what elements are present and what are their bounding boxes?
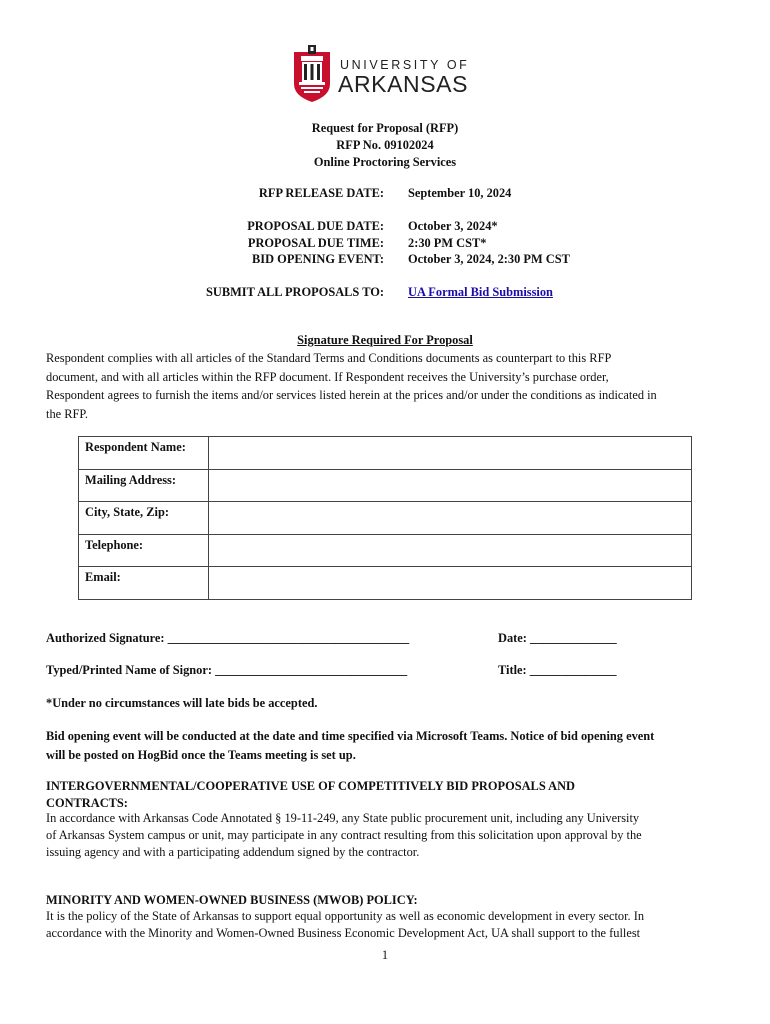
- respondent-name-field[interactable]: [209, 437, 692, 470]
- rfp-number: RFP No. 09102024: [336, 138, 434, 152]
- body-line: It is the policy of the State of Arkansas to support equal opportunity as well as economic development in every sector. In: [46, 909, 645, 923]
- due-date-label: PROPOSAL DUE DATE:: [247, 219, 384, 233]
- typed-name-line[interactable]: Typed/Printed Name of Signor: _______________________________: [46, 663, 408, 677]
- release-date-label: RFP RELEASE DATE:: [258, 186, 384, 200]
- respondent-name-label: Respondent Name:: [79, 437, 209, 470]
- table-row: [79, 567, 692, 600]
- mailing-address-field[interactable]: [209, 469, 692, 502]
- bid-opening-label: BID OPENING EVENT:: [252, 252, 384, 266]
- bid-opening-note: [46, 727, 726, 764]
- body-line: In accordance with Arkansas Code Annotated § 19-11-249, any State public procurement unit, including any University: [46, 811, 640, 825]
- telephone-label: Telephone:: [79, 534, 209, 567]
- paragraph-line: Respondent agrees to furnish the items and/or services listed herein at the prices and/or under the conditions as indicated in: [46, 388, 657, 402]
- table-row: [79, 437, 692, 470]
- logo-text-arkansas: ARKANSAS: [338, 71, 469, 97]
- submit-label: SUBMIT ALL PROPOSALS TO:: [206, 285, 384, 299]
- university-seal-icon: [292, 44, 332, 104]
- email-label: Email:: [79, 567, 209, 600]
- due-time-label: PROPOSAL DUE TIME:: [247, 235, 384, 250]
- bid-submission-link[interactable]: UA Formal Bid Submission: [408, 285, 553, 299]
- paragraph-line: the RFP.: [46, 406, 89, 421]
- university-logo: [292, 44, 478, 106]
- signor-title-line[interactable]: Title: ______________: [498, 663, 617, 677]
- due-date-value: October 3, 2024*: [408, 219, 498, 233]
- respondent-info-table: [78, 436, 692, 600]
- body-line: issuing agency and with a participating addendum signed by the contractor.: [46, 845, 420, 859]
- telephone-field[interactable]: [209, 534, 692, 567]
- table-row: [79, 534, 692, 567]
- mwob-heading: MINORITY AND WOMEN-OWNED BUSINESS (MWOB) POLICY:: [46, 893, 418, 907]
- heading-line: INTERGOVERNMENTAL/COOPERATIVE USE OF COMPETITIVELY BID PROPOSALS AND: [46, 779, 575, 793]
- signature-paragraph: [46, 349, 726, 423]
- signature-date-line[interactable]: Date: ______________: [498, 631, 617, 645]
- rfp-title: Request for Proposal (RFP): [311, 121, 459, 135]
- city-state-zip-field[interactable]: [209, 502, 692, 535]
- heading-line: CONTRACTS:: [46, 796, 128, 810]
- due-time-value: 2:30 PM CST*: [408, 235, 487, 250]
- body-line: of Arkansas System campus or unit, may participate in any contract resulting from this solicitation upon approval by the: [46, 828, 642, 842]
- city-state-zip-label: City, State, Zip:: [79, 502, 209, 535]
- intergovernmental-body: [46, 810, 726, 861]
- intergovernmental-heading: [46, 778, 726, 812]
- table-row: [79, 502, 692, 535]
- authorized-signature-line[interactable]: Authorized Signature: _______________________________________: [46, 631, 410, 645]
- note-line: Bid opening event will be conducted at the date and time specified via Microsoft Teams. Notice of bid opening event: [46, 729, 655, 743]
- signature-heading: Signature Required For Proposal: [297, 333, 473, 347]
- note-line: will be posted on HogBid once the Teams meeting is set up.: [46, 747, 356, 762]
- page-number: 1: [381, 948, 389, 962]
- release-date-value: September 10, 2024: [408, 186, 512, 200]
- late-bids-note: *Under no circumstances will late bids be accepted.: [46, 696, 318, 710]
- logo-text-university-of: UNIVERSITY OF: [340, 58, 470, 72]
- table-row: [79, 469, 692, 502]
- bid-opening-value: October 3, 2024, 2:30 PM CST: [408, 252, 570, 266]
- body-line: accordance with the Minority and Women-Owned Business Economic Development Act, UA shall support to the fullest: [46, 926, 641, 940]
- paragraph-line: document, and with all articles within the RFP document. If Respondent receives the University’s purchase order,: [46, 369, 609, 384]
- mailing-address-label: Mailing Address:: [79, 469, 209, 502]
- rfp-subject: Online Proctoring Services: [313, 155, 457, 169]
- email-field[interactable]: [209, 567, 692, 600]
- mwob-body: [46, 908, 726, 942]
- paragraph-line: Respondent complies with all articles of the Standard Terms and Conditions documents as counterpart to this RFP: [46, 351, 612, 365]
- rfp-title-block: [0, 120, 770, 171]
